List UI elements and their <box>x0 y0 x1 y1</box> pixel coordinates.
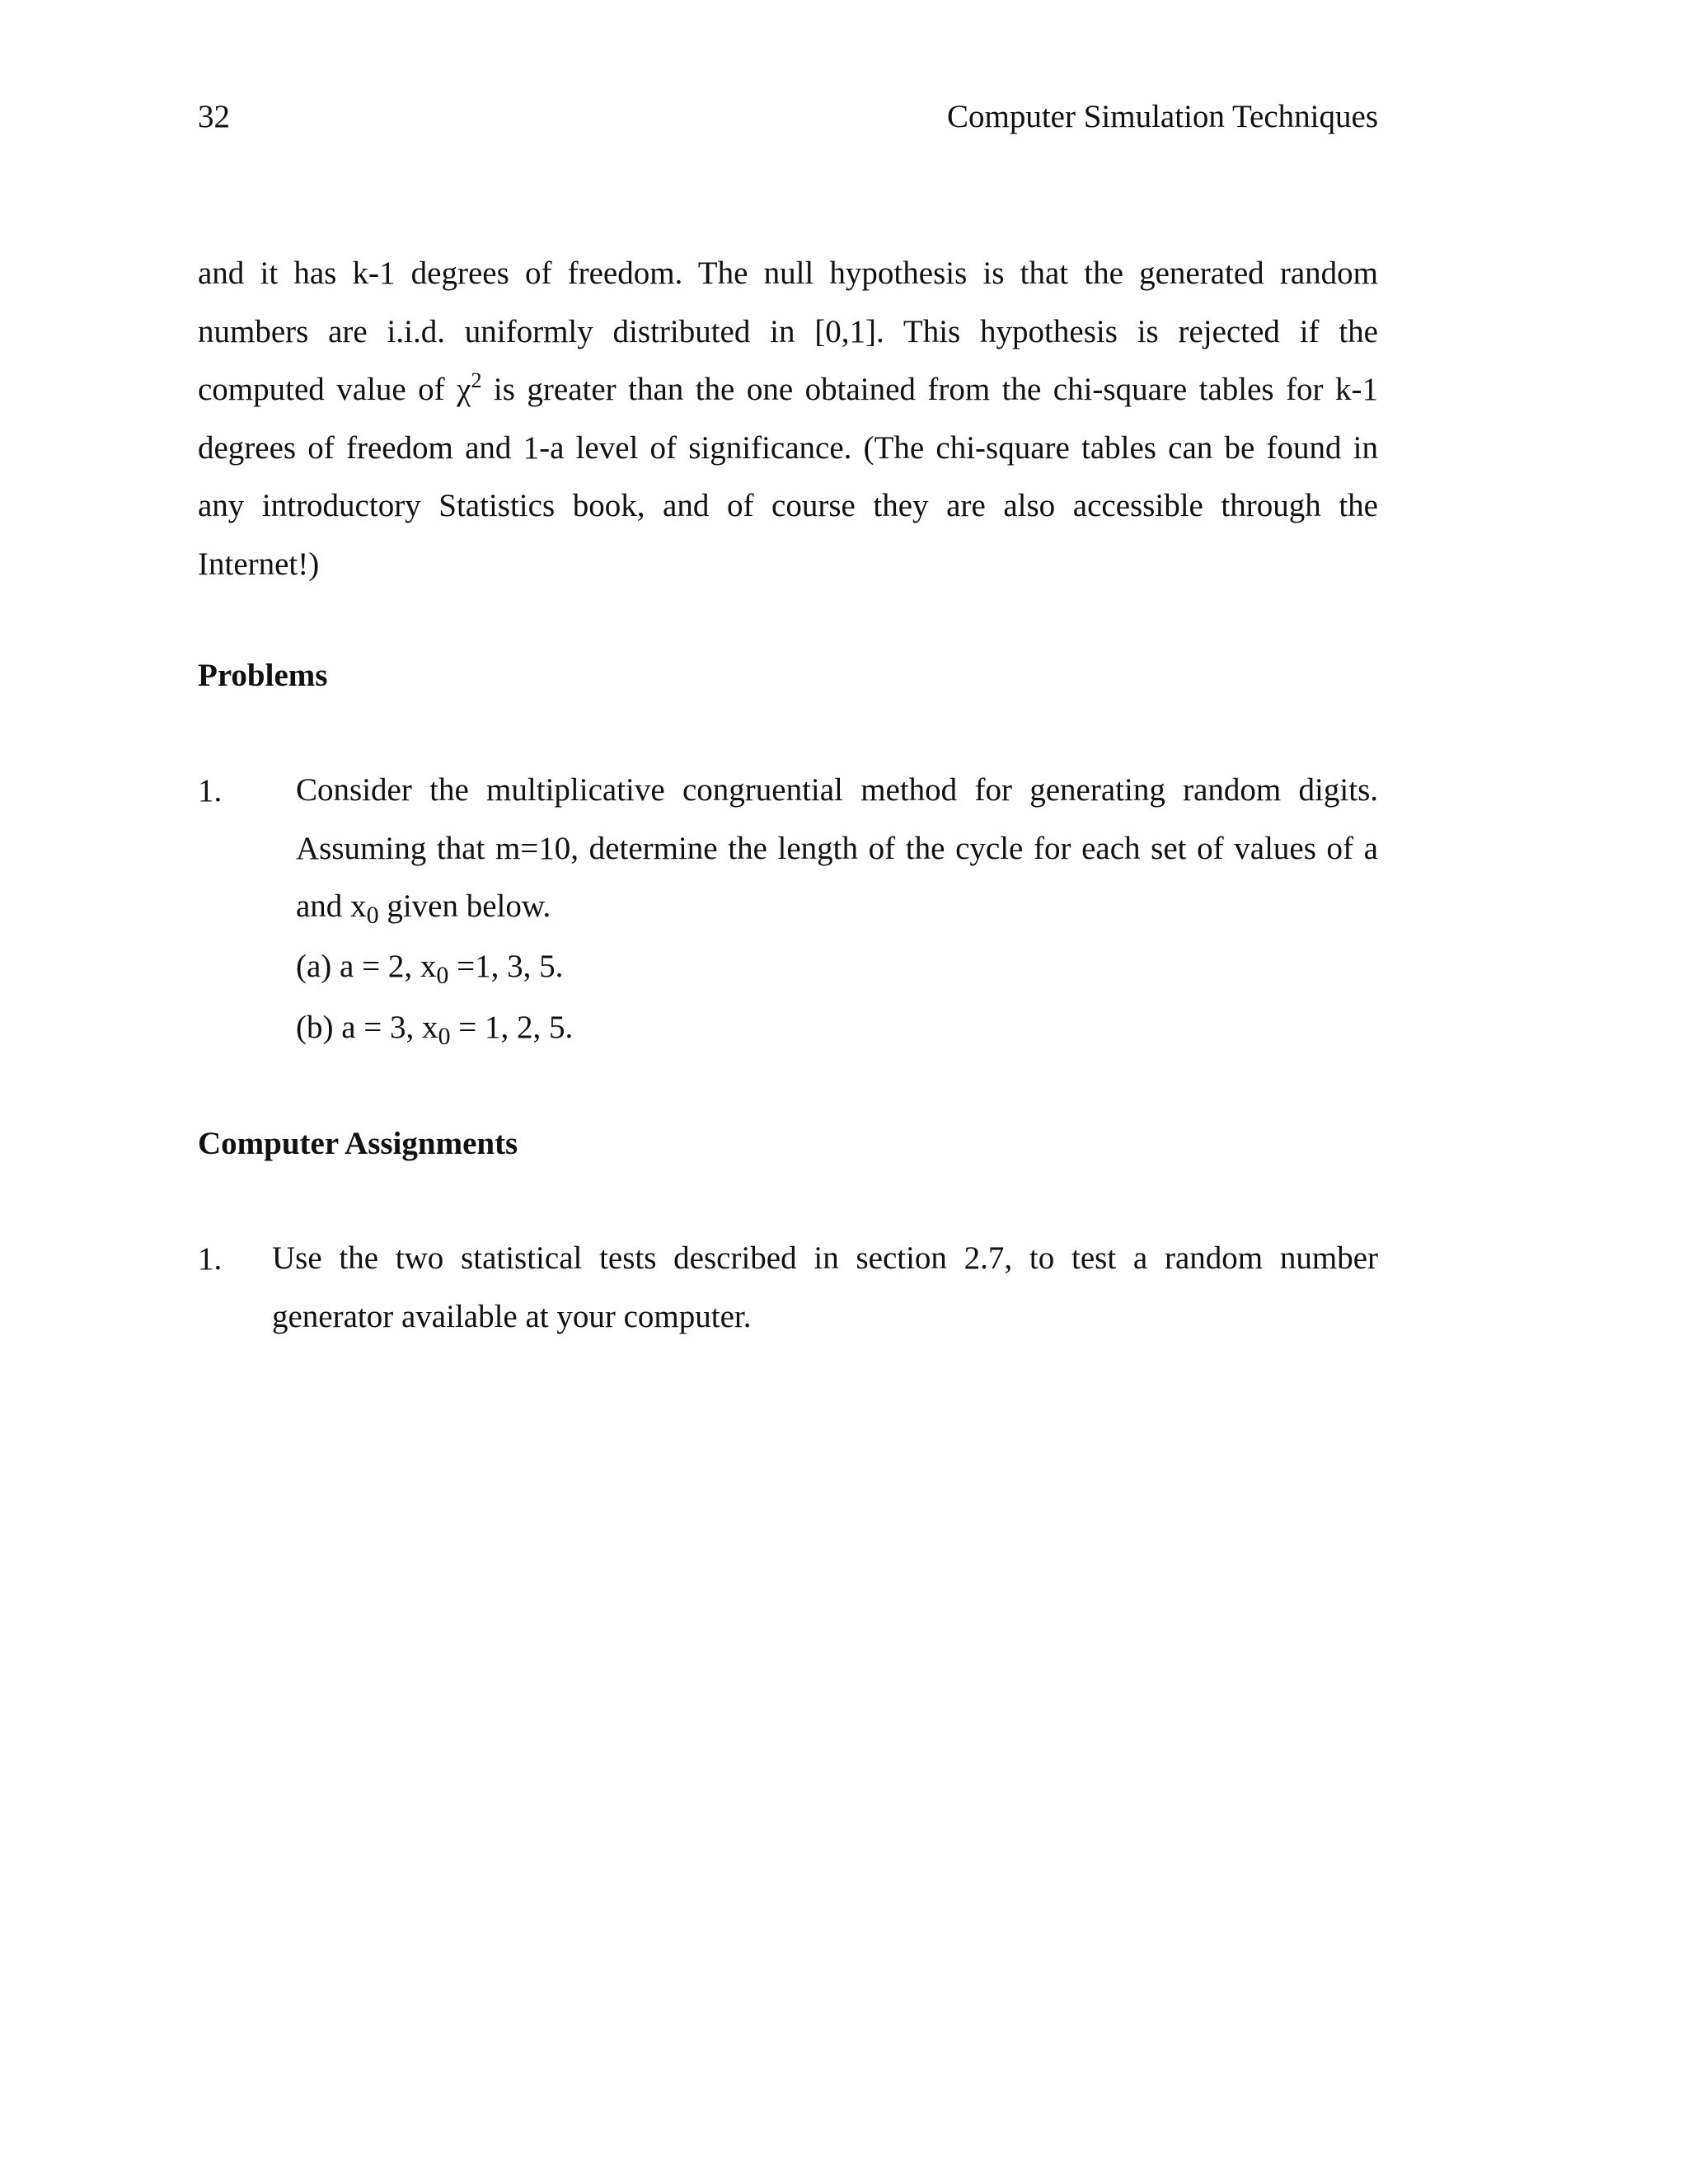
intro-line-4: degrees of freedom and 1-a level of significance. (The chi-square tables can be found in <box>198 429 1378 466</box>
problems-heading: Problems <box>198 658 328 693</box>
problem-number: 1. <box>198 773 223 808</box>
chi-symbol: χ <box>457 372 471 407</box>
running-header-title: Computer Simulation Techniques <box>947 99 1378 134</box>
intro-line-6: Internet!) <box>198 546 320 582</box>
part-b-subscript: 0 <box>438 1022 451 1050</box>
problem-line-1: Consider the multiplicative congruential method for generating random digits. <box>296 772 1378 808</box>
intro-paragraph <box>198 245 1378 593</box>
problem-part-a <box>296 936 1378 997</box>
assignments-heading: Computer Assignments <box>198 1126 518 1161</box>
assignment-line-1: Use the two statistical tests described in section 2.7, to test a random number <box>272 1240 1378 1276</box>
x-subscript: 0 <box>366 902 379 929</box>
problem-line-3-end: given below. <box>378 888 551 924</box>
problem-line-3-start: and x <box>296 888 367 924</box>
intro-line-1: and it has k-1 degrees of freedom. The null hypothesis is that the generated random <box>198 255 1378 291</box>
assignment-text <box>272 1230 1378 1346</box>
part-b-prefix: (b) a = 3, x <box>296 1009 438 1045</box>
assignment-line-2: generator available at your computer. <box>272 1298 752 1334</box>
part-b-suffix: = 1, 2, 5. <box>450 1009 574 1045</box>
problem-part-b <box>296 997 1378 1058</box>
intro-line-3-end: is greater than the one obtained from the chi-square tables for k-1 <box>481 372 1379 407</box>
problem-line-2: Assuming that m=10, determine the length of the cycle for each set of values of a <box>296 830 1378 866</box>
assignment-number: 1. <box>198 1241 223 1277</box>
intro-line-3 <box>198 361 1378 419</box>
page-number: 32 <box>198 99 230 134</box>
part-a-prefix: (a) a = 2, x <box>296 948 437 984</box>
chi-exponent: 2 <box>471 368 482 392</box>
part-a-suffix: =1, 3, 5. <box>448 948 564 984</box>
intro-line-3-start: computed value of <box>198 372 457 407</box>
problem-text <box>296 762 1378 1058</box>
part-a-subscript: 0 <box>436 961 449 989</box>
intro-line-2: numbers are i.i.d. uniformly distributed in [0,1]. This hypothesis is rejected if the <box>198 313 1378 349</box>
intro-line-5: any introductory Statistics book, and of course they are also accessible through the <box>198 488 1378 523</box>
problem-line-3 <box>296 878 1378 936</box>
